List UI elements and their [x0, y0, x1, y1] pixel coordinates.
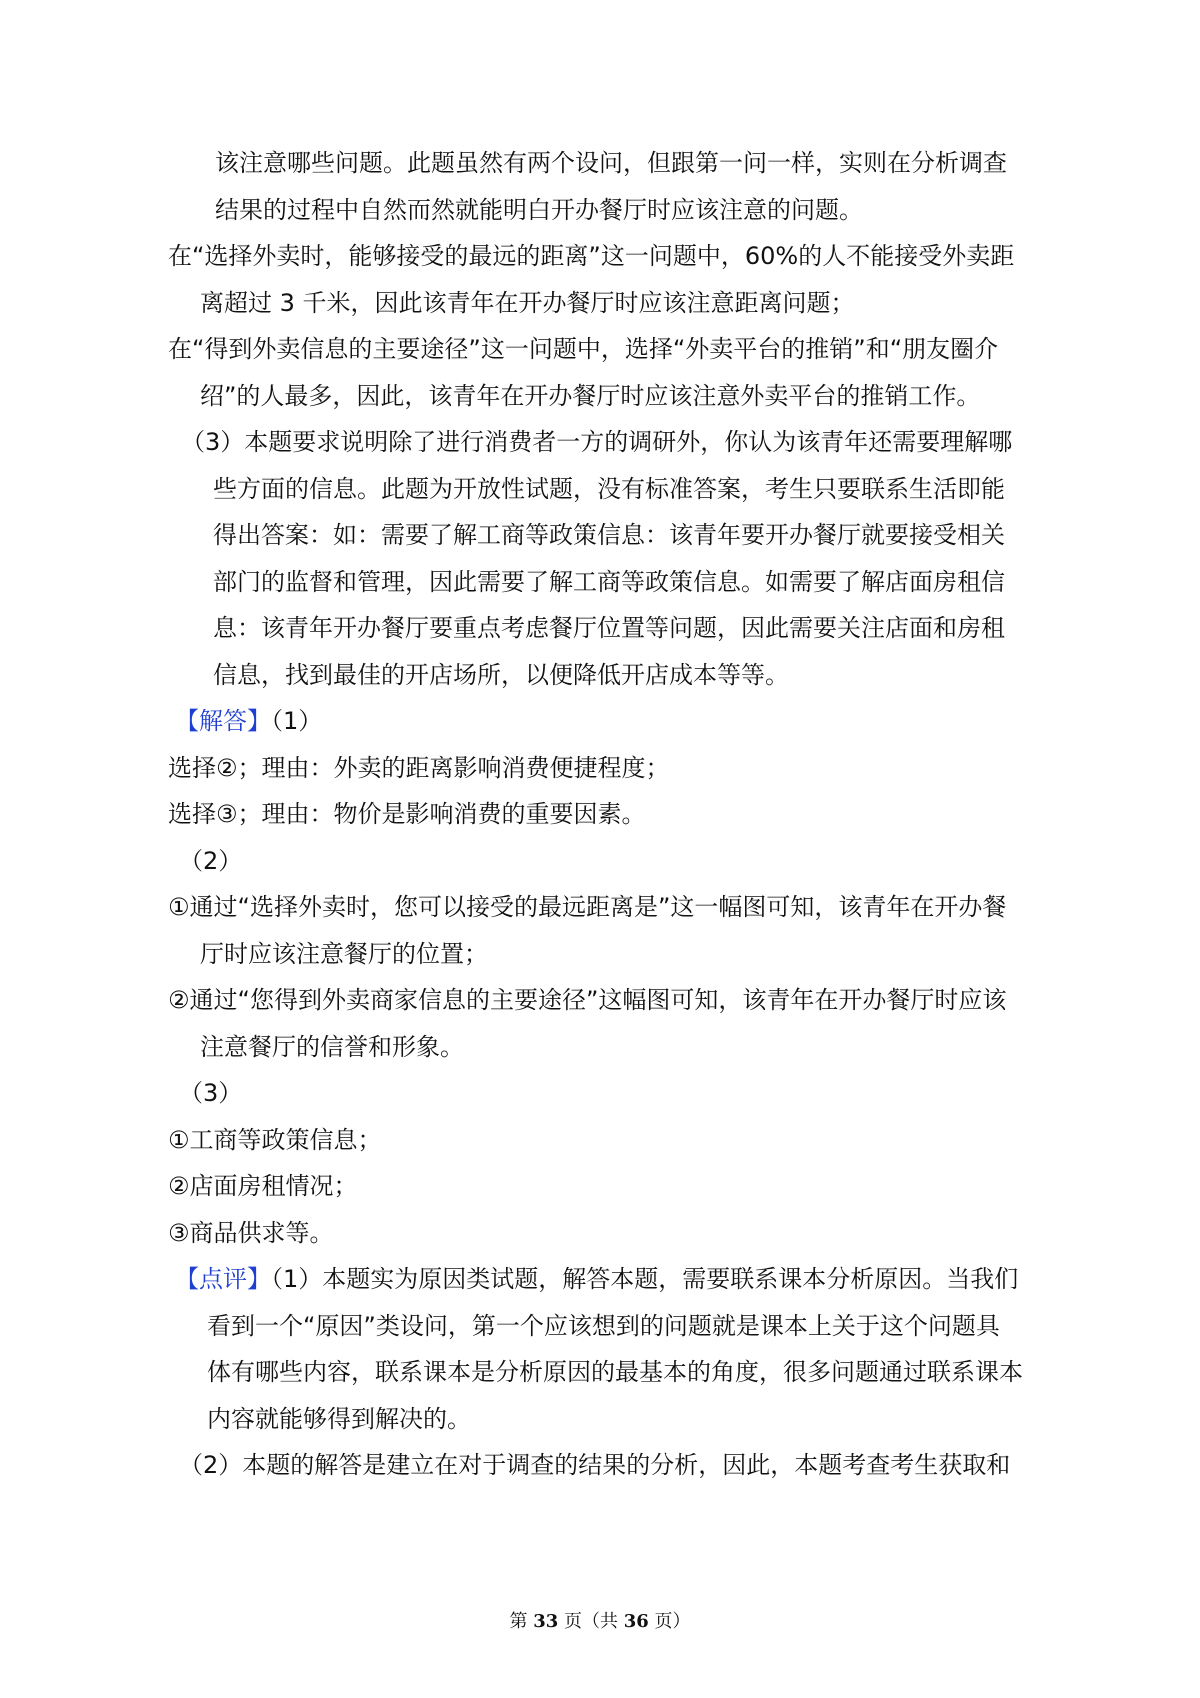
footer-mid: 页（共	[564, 1611, 618, 1632]
review-tag: 【点评】	[175, 1265, 271, 1293]
review-1-text: （1）本题实为原因类试题，解答本题，需要联系课本分析原因。当我们看到一个“原因”类设问，第一个应该想到的问题就是课本上关于这个问题具体有哪些内容，联系课本是分析原因的最基本的角度，很多问题通过联系课本内容就能够得到解决的。	[207, 1265, 1023, 1433]
footer-suffix: 页）	[654, 1611, 691, 1632]
answer-3-line-2: ②店面房租情况；	[168, 1172, 358, 1200]
footer-prefix: 第	[509, 1611, 528, 1632]
answer-2-line-1: ①通过“选择外卖时，您可以接受的最远距离是”这一幅图可知，该青年在开办餐厅时应该注意餐厅的位置；	[168, 893, 1007, 968]
answer-part-2-label: （2）	[179, 846, 243, 875]
answer-tag: 【解答】	[175, 707, 271, 735]
review-paragraph-1	[175, 1256, 1023, 1442]
answer-3-line-1: ①工商等政策信息；	[168, 1125, 382, 1154]
page-content	[168, 140, 1023, 1489]
paragraph-channel-analysis: 在“得到外卖信息的主要途径”这一问题中，选择“外卖平台的推销”和“朋友圈介绍”的人最多，因此，该青年在开办餐厅时应该注意外卖平台的推销工作。	[168, 335, 999, 410]
page-footer	[0, 1607, 1200, 1633]
answer-1-line-2: 选择③；理由：物价是影响消费的重要因素。	[168, 800, 646, 828]
footer-total-pages: 36	[623, 1611, 649, 1632]
paragraph-question-3-analysis: （3）本题要求说明除了进行消费者一方的调研外，你认为该青年还需要理解哪些方面的信息。此题为开放性试题，没有标准答案，考生只要联系生活即能得出答案：如：需要了解工商等政策信息：该青年要开办餐厅就要接受相关部门的监督和管理，因此需要了解工商等政策信息。如需要了解店面房租信息：该青年开办餐厅要重点考虑餐厅位置等问题，因此需要关注店面和房租信息，找到最佳的开店场所，以便降低开店成本等等。	[181, 428, 1013, 689]
answer-part-1-label: （1）	[271, 707, 323, 735]
answer-2-line-2: ②通过“您得到外卖商家信息的主要途径”这幅图可知，该青年在开办餐厅时应该注意餐厅的信誉和形象。	[168, 986, 1007, 1061]
answer-1-line-1: 选择②；理由：外卖的距离影响消费便捷程度；	[168, 753, 670, 782]
answer-heading	[175, 698, 1023, 745]
paragraph-distance-analysis: 在“选择外卖时，能够接受的最远的距离”这一问题中，60%的人不能接受外卖距离超过 3 千米，因此该青年在开办餐厅时应该注意距离问题；	[168, 242, 1015, 317]
answer-3-line-3: ③商品供求等。	[168, 1218, 334, 1247]
paragraph-continuation: 该注意哪些问题。此题虽然有两个设问，但跟第一问一样，实则在分析调查结果的过程中自然而然就能明白开办餐厅时应该注意的问题。	[215, 149, 1007, 224]
review-paragraph-2: （2）本题的解答是建立在对于调查的结果的分析，因此，本题考查考生获取和	[179, 1451, 1011, 1479]
answer-part-3-label: （3）	[179, 1079, 243, 1107]
footer-page-number: 33	[533, 1611, 559, 1632]
